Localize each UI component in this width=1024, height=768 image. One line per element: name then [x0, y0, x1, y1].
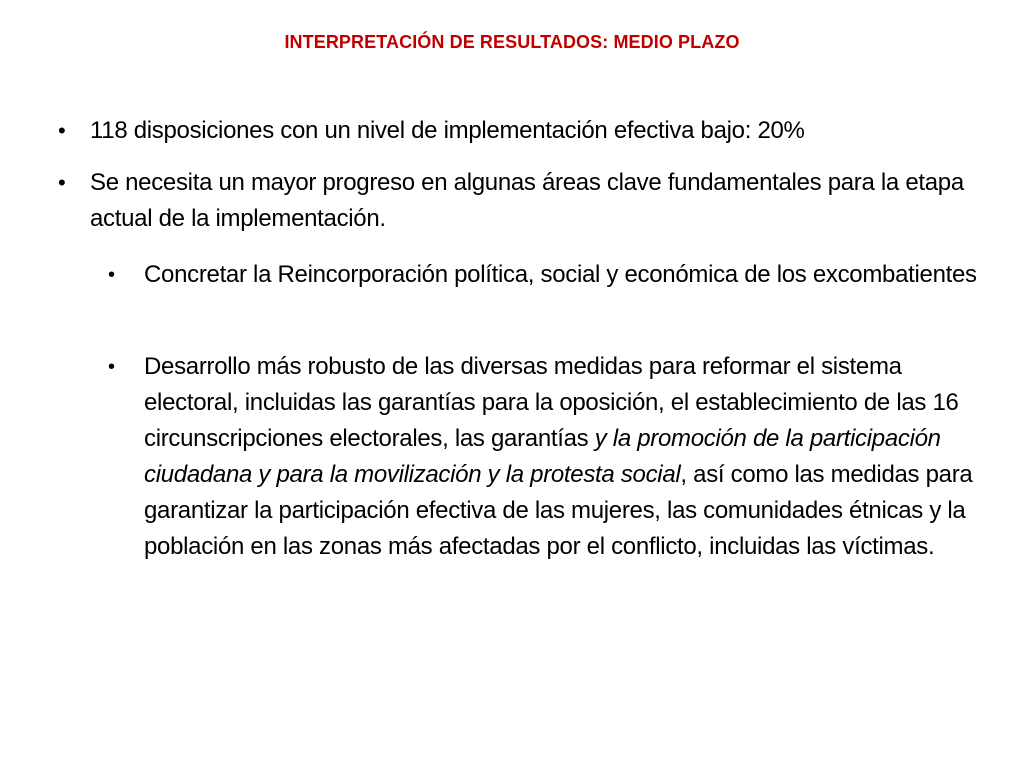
bullet-dot-icon: •: [108, 264, 116, 286]
sub-bullet-text-part: , así como las medidas para garantizar la participación efectiva de las mujeres, las comunidades étnicas y la población en las zonas más afectadas por el conflicto, incluidas las víctimas.: [144, 461, 973, 560]
bullet-text: Se necesita un mayor progreso en algunas áreas clave fundamentales para la etapa actual de la implementación.: [90, 169, 964, 232]
bullet-dot-icon: •: [58, 118, 66, 143]
slide-title: INTERPRETACIÓN DE RESULTADOS: MEDIO PLAZO: [284, 32, 740, 52]
sub-bullet-text: Concretar la Reincorporación política, social y económica de los excombatientes: [144, 261, 977, 288]
bullet-item: [58, 113, 978, 149]
bullet-item: [58, 165, 978, 237]
sub-bullet-text: [144, 349, 978, 565]
sub-bullet-text-part: Desarrollo más robusto de las diversas medidas para reformar el sistema electoral, incluidas las garantías para la oposición, el establecimiento de las 16 circunscripciones electorales, las garantías: [144, 353, 959, 452]
bullet-dot-icon: •: [108, 356, 116, 378]
sub-bullet-item: [108, 349, 978, 565]
bullet-dot-icon: •: [58, 170, 66, 195]
bullet-text: 118 disposiciones con un nivel de implementación efectiva bajo: 20%: [90, 117, 805, 144]
sub-bullet-item: [108, 257, 978, 293]
sub-bullet-italic-text: y la promoción de la participación ciudadana y para la movilización y la protesta social: [144, 425, 941, 488]
